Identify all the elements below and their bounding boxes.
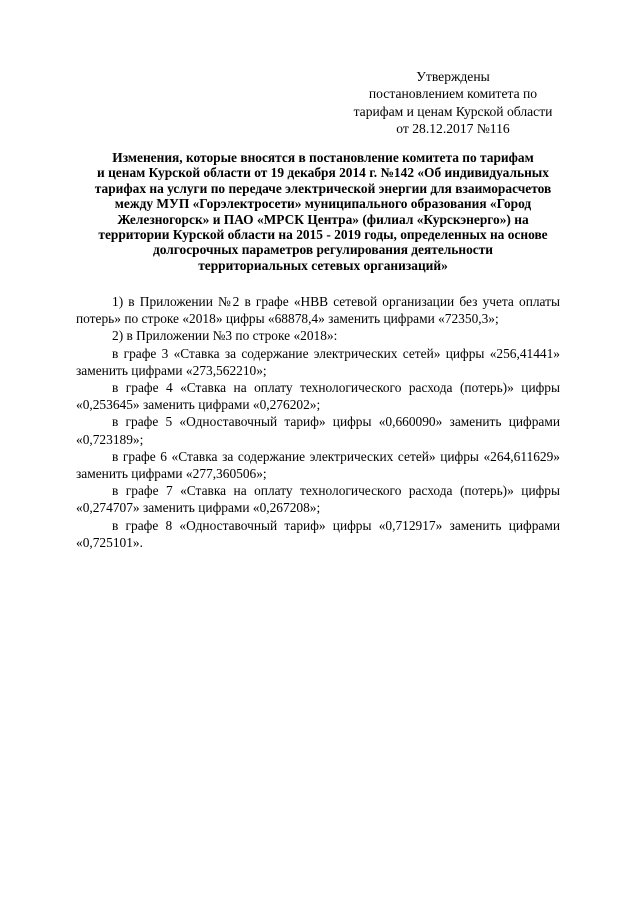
paragraph-column-5: в графе 5 «Одноставочный тариф» цифры «0,660090» заменить цифрами «0,723189»; [76,414,560,447]
approval-block [318,68,588,138]
paragraph-column-7: в графе 7 «Ставка на оплату технологического расхода (потерь)» цифры «0,274707» заменить цифрами «0,267208»; [76,483,560,516]
title-line: тарифах на услуги по передаче электрической энергии для взаиморасчетов [94,180,552,196]
paragraph-column-3: в графе 3 «Ставка за содержание электрических сетей» цифры «256,41441» заменить цифрами «273,562210»; [76,345,560,378]
title-line: территориальных сетевых организаций» [198,257,448,273]
paragraph-column-6: в графе 6 «Ставка за содержание электрических сетей» цифры «264,611629» заменить цифрами «277,360506»; [76,448,560,482]
title-line: Изменения, которые вносятся в постановление комитета по тарифам [112,150,534,165]
paragraph-item-2: 2) в Приложении №3 по строке «2018»: [112,328,338,344]
paragraph-column-8: в графе 8 «Одноставочный тариф» цифры «0,712917» заменить цифрами «0,725101». [76,517,560,550]
approval-line: Утверждены [416,69,490,84]
document-title [68,150,578,273]
title-line: территории Курской области на 2015 - 2019 годы, определенных на основе [98,227,548,243]
approval-line: тарифам и ценам Курской области [353,103,553,119]
paragraph-column-4: в графе 4 «Ставка на оплату технологического расхода (потерь)» цифры «0,253645» заменить цифрами «0,276202»; [76,380,560,413]
title-line: и ценам Курской области от 19 декабря 2014 г. №142 «Об индивидуальных [97,165,549,181]
title-line: между МУП «Горэлектросети» муниципального образования «Город [114,196,532,212]
title-line: долгосрочных параметров регулирования деятельности [152,242,494,258]
approval-line: от 28.12.2017 №116 [396,121,510,137]
paragraph-item-1: 1) в Приложении №2 в графе «НВВ сетевой организации без учета оплаты потерь» по строке «2018» цифры «68878,4» заменить цифрами «72350,3»; [76,294,560,327]
document-body [76,293,560,551]
approval-line: постановлением комитета по [368,86,538,102]
title-line: Железногорск» и ПАО «МРСК Центра» (филиал «Курскэнерго») на [117,211,529,227]
